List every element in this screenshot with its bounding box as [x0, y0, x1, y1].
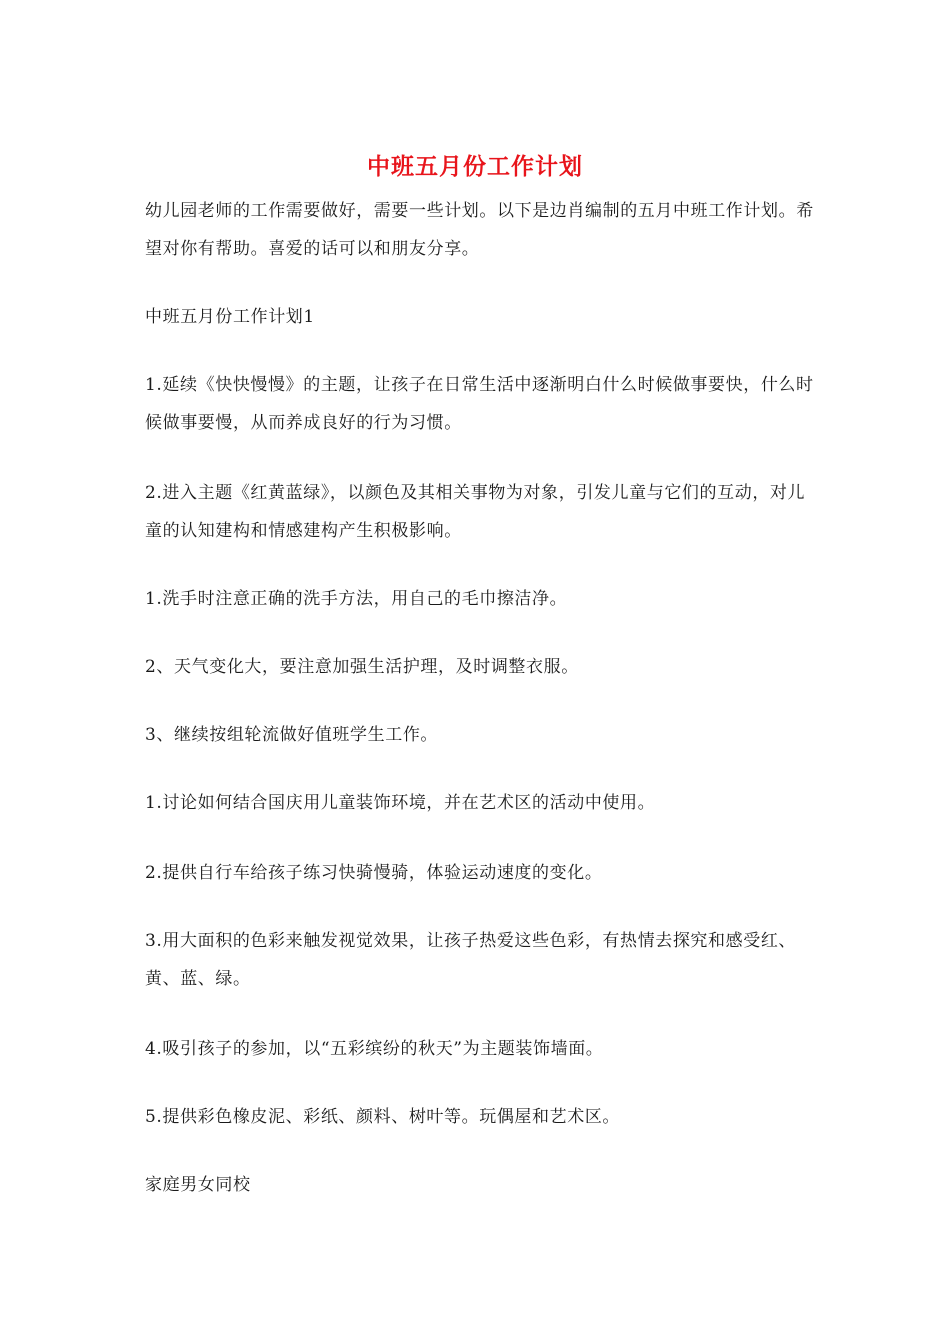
list-item: 1.洗手时注意正确的洗手方法，用自己的毛巾擦洁净。: [145, 589, 568, 609]
list-item: 4.吸引孩子的参加，以“五彩缤纷的秋天”为主题装饰墙面。: [145, 1039, 604, 1059]
list-item: 3.用大面积的色彩来触发视觉效果，让孩子热爱这些色彩，有热情去探究和感受红、黄、蓝、绿。: [145, 931, 797, 989]
list-item: 5.提供彩色橡皮泥、彩纸、颜料、树叶等。玩偶屋和艺术区。: [145, 1107, 621, 1127]
section-heading: 中班五月份工作计划1: [145, 307, 315, 327]
list-item: 2.提供自行车给孩子练习快骑慢骑，体验运动速度的变化。: [145, 863, 603, 883]
list-item: 2、天气变化大，要注意加强生活护理，及时调整衣服。: [145, 657, 579, 677]
list-item: 3、继续按组轮流做好值班学生工作。: [145, 725, 439, 745]
intro-paragraph: 幼儿园老师的工作需要做好，需要一些计划。以下是边肖编制的五月中班工作计划。希望对你有帮助。喜爱的话可以和朋友分享。: [145, 201, 814, 259]
list-item: 1.延续《快快慢慢》的主题，让孩子在日常生活中逐渐明白什么时候做事要快，什么时候做事要慢，从而养成良好的行为习惯。: [145, 375, 814, 433]
list-item: 2.进入主题《红黄蓝绿》，以颜色及其相关事物为对象，引发儿童与它们的互动，对儿童的认知建构和情感建构产生积极影响。: [145, 483, 806, 541]
list-item: 1.讨论如何结合国庆用儿童装饰环境，并在艺术区的活动中使用。: [145, 793, 656, 813]
section-heading: 家庭男女同校: [145, 1175, 251, 1195]
document-title: 中班五月份工作计划: [367, 153, 583, 180]
